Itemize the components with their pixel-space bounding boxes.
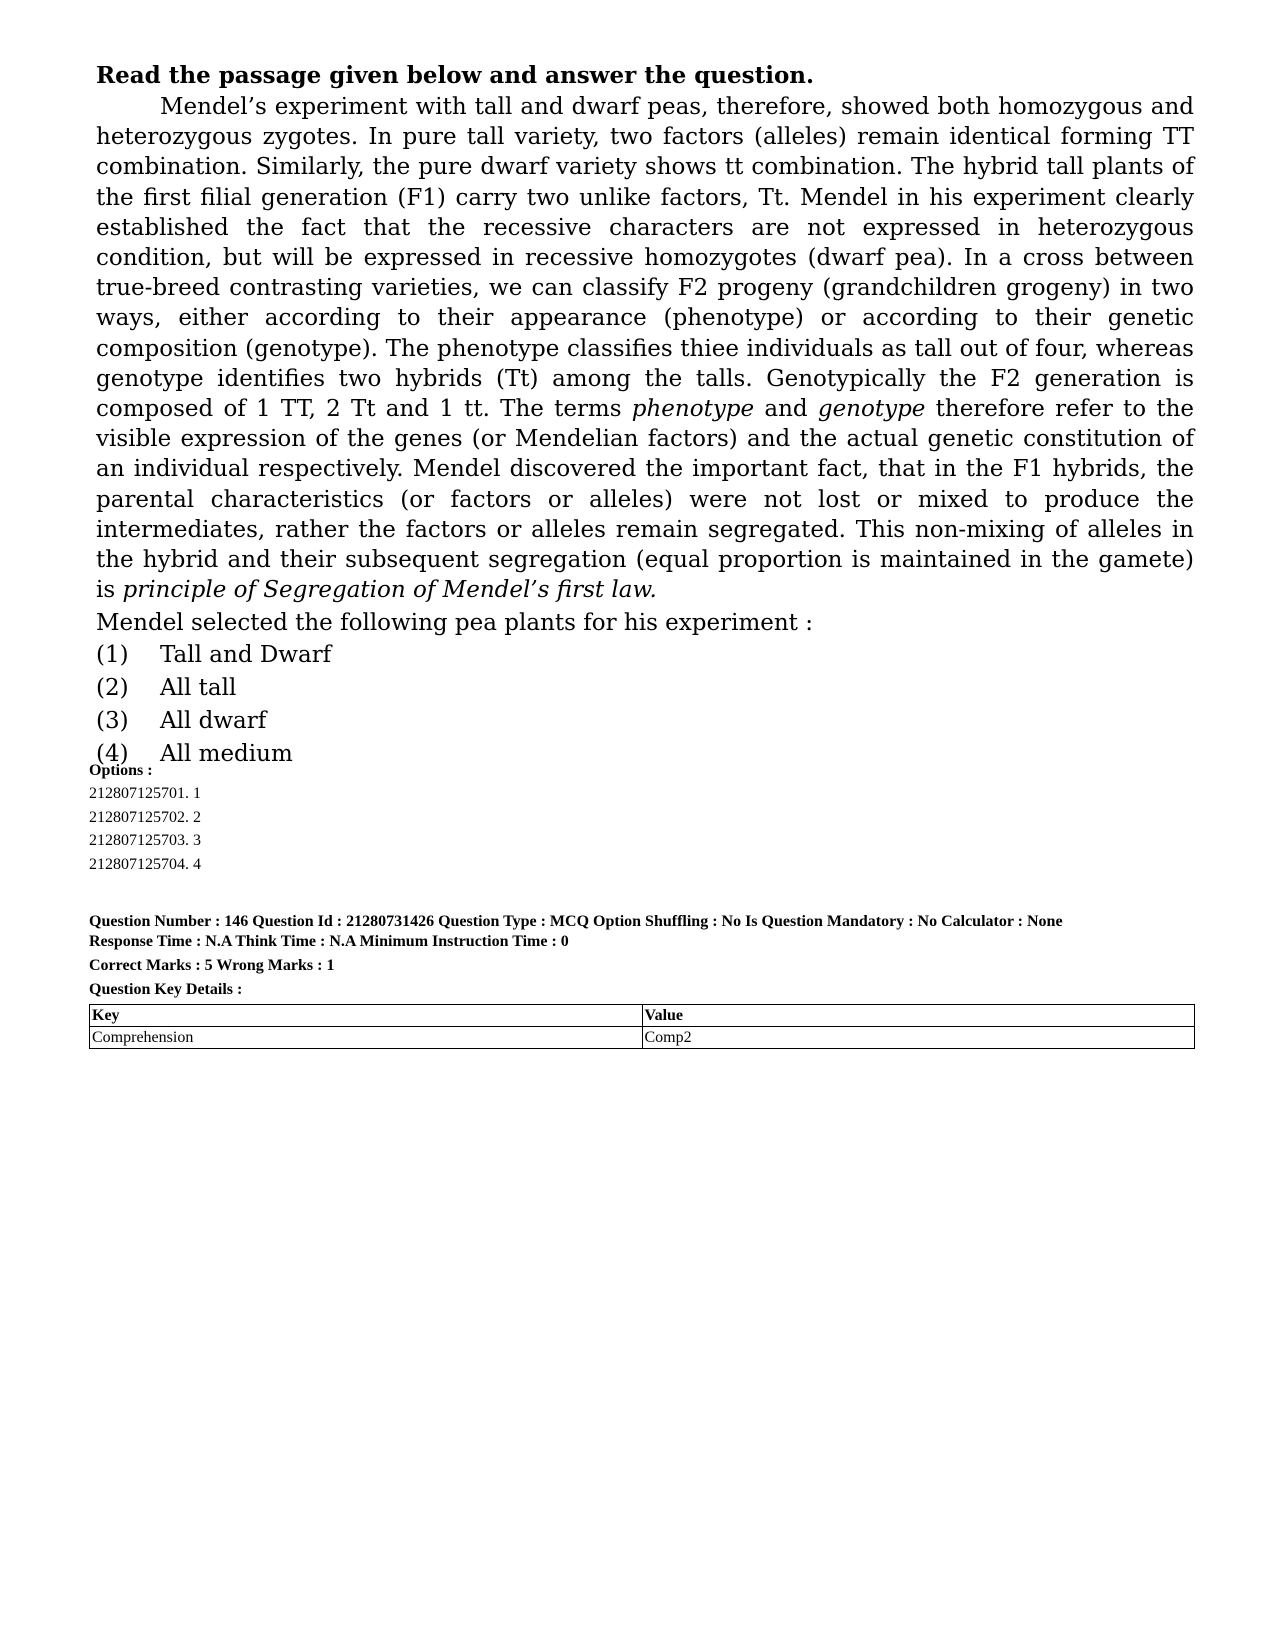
table-header-cell: Key	[90, 1005, 643, 1027]
term-phenotype: phenotype	[631, 396, 755, 423]
choice-item	[96, 705, 1194, 738]
choice-number: (4)	[96, 741, 129, 768]
options-label: Options :	[89, 762, 153, 779]
key-details-table	[89, 1004, 1195, 1049]
term-genotype: genotype	[817, 396, 926, 423]
option-item: 212807125703. 3	[89, 832, 201, 849]
question-stem: Mendel selected the following pea plants for his experiment :	[96, 610, 813, 637]
question-info	[89, 912, 1199, 952]
word-and: and	[764, 396, 808, 423]
table-header-row	[90, 1005, 1195, 1027]
table-cell: Comprehension	[90, 1027, 643, 1049]
options-list	[89, 782, 1199, 876]
instruction-heading: Read the passage given below and answer the question.	[96, 62, 815, 89]
table-cell: Comp2	[642, 1027, 1195, 1049]
choice-item	[96, 672, 1194, 705]
marks-line: Correct Marks : 5 Wrong Marks : 1	[89, 957, 335, 974]
choice-text: All medium	[160, 741, 293, 768]
principle-text: principle of Segregation of Mendel’s first law.	[122, 577, 657, 604]
choice-item	[96, 639, 1194, 672]
option-item: 212807125704. 4	[89, 855, 201, 873]
choice-text: Tall and Dwarf	[160, 642, 332, 669]
option-item: 212807125701. 1	[89, 785, 201, 802]
choice-list	[96, 639, 1194, 771]
question-info-line: Response Time : N.A Think Time : N.A Minimum Instruction Time : 0	[89, 933, 569, 950]
table-row	[90, 1027, 1195, 1049]
passage-text-after-terms: therefore refer to the visible expression of the genes (or Mendelian factors) and the actual genetic constitution of an individual respectively. Mendel discovered the important fact, that in the F1 hybrids, the parental characteristics (or factors or alleles) were not lost or mixed to produce the intermediates, rather the factors or alleles remain segregated. This non-mixing of alleles in the hybrid and their subsequent segregation (equal proportion is maintained in the gamete) is	[96, 396, 1195, 604]
question-metadata	[89, 760, 1199, 1049]
table-header-cell: Value	[642, 1005, 1195, 1027]
option-item: 212807125702. 2	[89, 808, 201, 826]
key-details-label: Question Key Details :	[89, 981, 243, 998]
choice-number: (2)	[96, 675, 129, 702]
passage-text-main: Mendel’s experiment with tall and dwarf peas, therefore, showed both homozygous and heterozygous zygotes. In pure tall variety, two factors (alleles) remain identical forming TT combination. Similarly, the pure dwarf variety shows tt combination. The hybrid tall plants of the first filial generation (F1) carry two unlike factors, Tt. Mendel in his experiment clearly established the fact that the recessive characters are not expressed in heterozygous condition, but will be expressed in recessive homozygotes (dwarf pea). In a cross between true-breed contrasting varieties, we can classify F2 progeny (grandchildren grogeny) in two ways, either according to their appearance (phenotype) or according to their genetic composition (genotype). The phenotype classifies thiee individuals as tall out of four, whereas genotype identifies two hybrids (Tt) among the talls. Genotypically the F2 generation is composed of 1 TT, 2 Tt and 1 tt. The terms	[96, 94, 1194, 423]
passage-paragraph	[96, 92, 1194, 605]
question-info-line: Question Number : 146 Question Id : 21280731426 Question Type : MCQ Option Shuffling : No Is Question Mandatory : No Calculator : None	[89, 913, 1063, 930]
passage-section	[96, 60, 1194, 771]
choice-text: All tall	[160, 675, 237, 702]
choice-text: All dwarf	[160, 708, 267, 735]
choice-number: (3)	[96, 708, 129, 735]
choice-number: (1)	[96, 642, 129, 669]
